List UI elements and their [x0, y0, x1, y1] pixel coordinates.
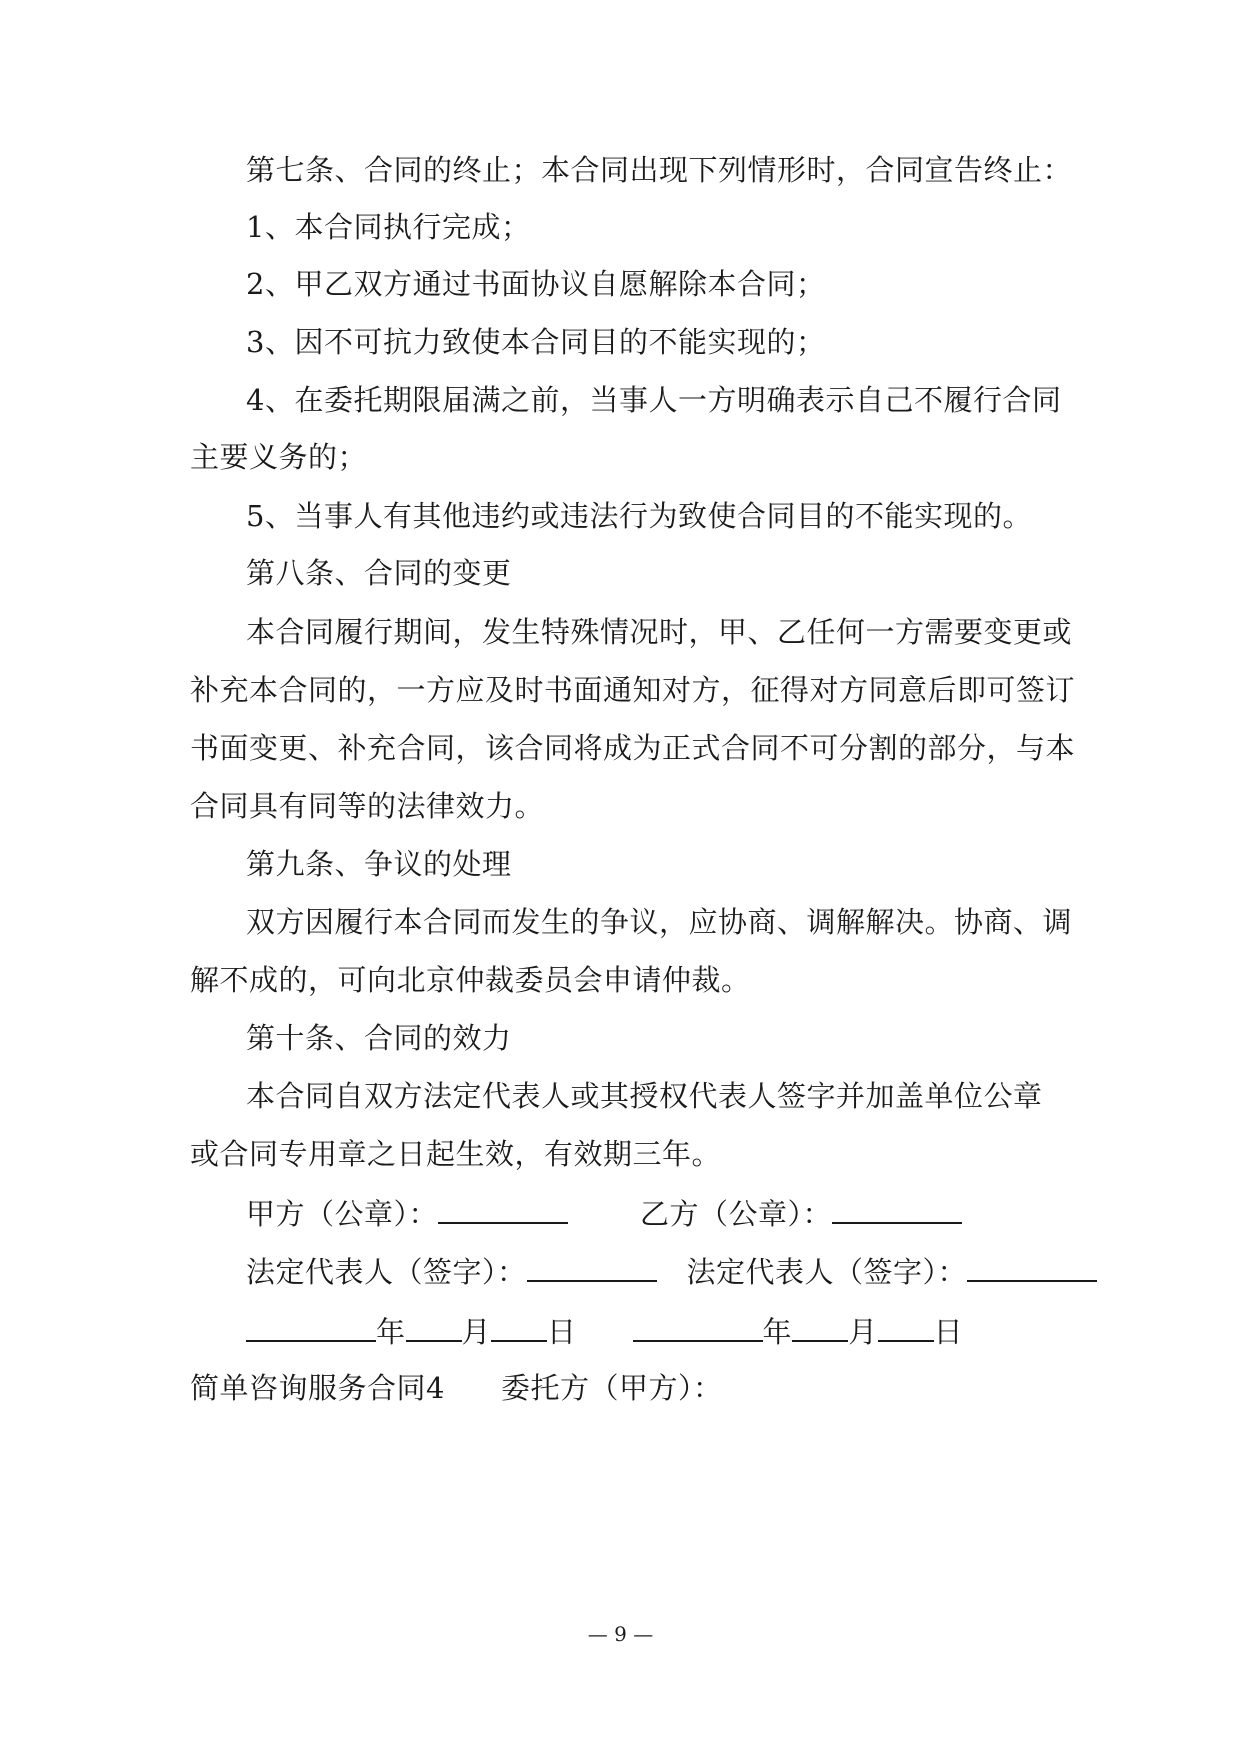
article8-paragraph-line2: 补充本合同的，一方应及时书面通知对方，征得对方同意后即可签订 [190, 673, 1076, 707]
next-section-title: 简单咨询服务合同4 [190, 1371, 445, 1405]
year-label: 年 [376, 1315, 406, 1349]
party-b-rep-blank [967, 1250, 1097, 1282]
page-number: — 9 — [587, 1622, 654, 1646]
list-item-2: 2、甲乙双方通过书面协议自愿解除本合同； [246, 267, 826, 301]
list-item-4-line1: 4、在委托期限届满之前，当事人一方明确表示自己不履行合同 [246, 383, 1062, 417]
article8-paragraph-line4: 合同具有同等的法律效力。 [190, 789, 545, 823]
client-label: 委托方（甲方）： [500, 1371, 723, 1405]
article8-paragraph-line3: 书面变更、补充合同，该合同将成为正式合同不可分割的部分，与本 [190, 731, 1076, 765]
party-a-seal-label: 甲方（公章）： [246, 1197, 439, 1231]
party-a-day-blank [491, 1310, 547, 1342]
party-a-month-blank [406, 1310, 462, 1342]
list-item-5: 5、当事人有其他违约或违法行为致使合同目的不能实现的。 [246, 499, 1032, 533]
party-b-seal-blank [832, 1192, 962, 1224]
year-label: 年 [762, 1315, 793, 1349]
list-item-3: 3、因不可抗力致使本合同目的不能实现的； [246, 325, 826, 359]
party-a-rep-label: 法定代表人（签字）： [246, 1255, 527, 1289]
representative-row [246, 1250, 1097, 1292]
party-a-rep-blank [527, 1250, 657, 1282]
day-label: 日 [933, 1315, 964, 1349]
party-b-day-blank [878, 1310, 934, 1342]
party-b-seal-label: 乙方（公章）： [640, 1197, 833, 1231]
party-b-month-blank [792, 1310, 848, 1342]
month-label: 月 [461, 1315, 492, 1349]
article9-heading: 第九条、争议的处理 [246, 847, 512, 881]
party-a-seal-blank [438, 1192, 568, 1224]
date-row [246, 1310, 963, 1352]
seal-row [246, 1192, 962, 1234]
article8-paragraph-line1: 本合同履行期间，发生特殊情况时，甲、乙任何一方需要变更或 [246, 615, 1073, 649]
article8-heading: 第八条、合同的变更 [246, 556, 512, 590]
article10-paragraph-line1: 本合同自双方法定代表人或其授权代表人签字并加盖单位公章 [246, 1079, 1043, 1113]
party-b-year-blank [633, 1310, 763, 1342]
next-section-row [190, 1368, 722, 1408]
list-item-1: 1、本合同执行完成； [246, 210, 531, 244]
party-a-year-blank [246, 1310, 376, 1342]
article7-heading: 第七条、合同的终止；本合同出现下列情形时，合同宣告终止： [246, 153, 1073, 187]
article10-paragraph-line2: 或合同专用章之日起生效，有效期三年。 [190, 1137, 722, 1171]
list-item-4-line2: 主要义务的； [190, 440, 368, 474]
article9-paragraph-line1: 双方因履行本合同而发生的争议，应协商、调解解决。协商、调 [246, 905, 1073, 939]
day-label: 日 [547, 1315, 577, 1349]
article9-paragraph-line2: 解不成的，可向北京仲裁委员会申请仲裁。 [190, 963, 751, 997]
article10-heading: 第十条、合同的效力 [246, 1021, 512, 1055]
party-b-rep-label: 法定代表人（签字）： [686, 1255, 968, 1289]
month-label: 月 [848, 1315, 878, 1349]
